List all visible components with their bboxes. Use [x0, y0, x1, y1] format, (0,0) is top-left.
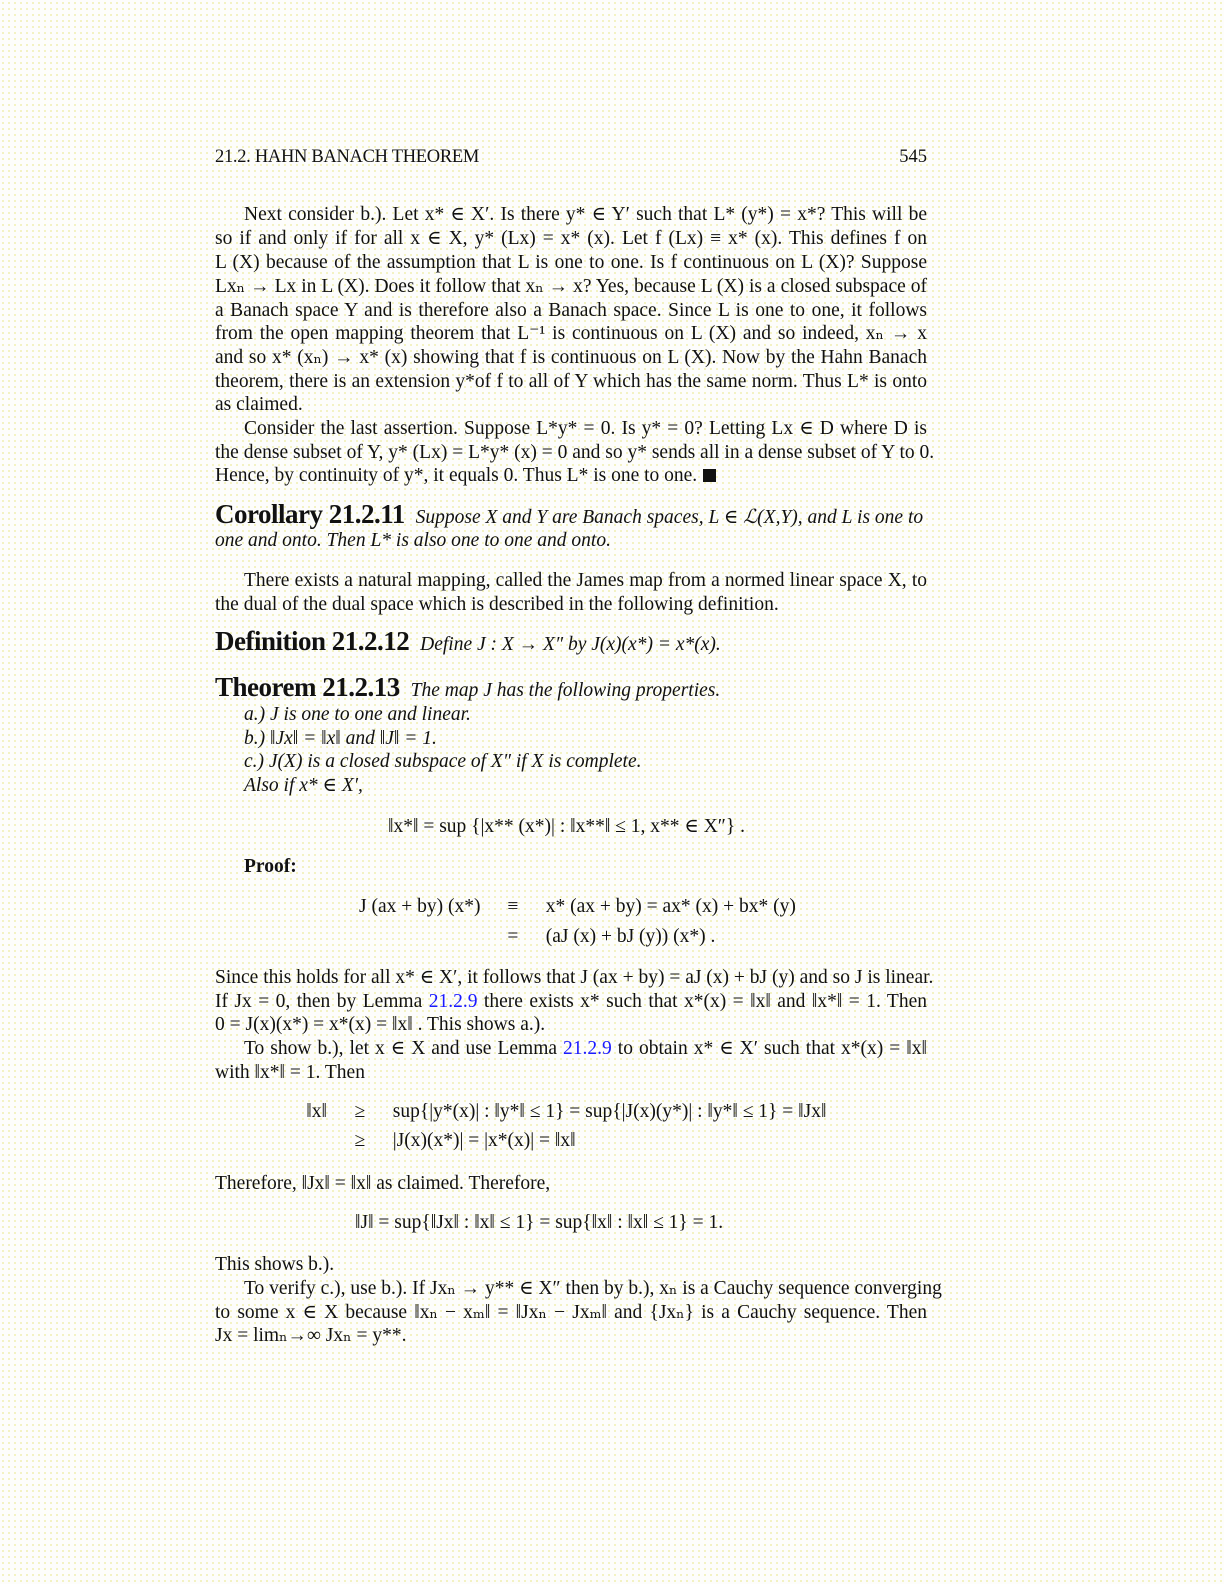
- eq-relation: ≥: [354, 1130, 366, 1151]
- theorem: [215, 672, 927, 703]
- text-line: L (X) because of the assumption that L is one to one. Is f continuous on L (X)? Suppose: [215, 252, 927, 273]
- theorem-label: Theorem 21.2.13: [215, 672, 400, 702]
- text-line: Lxₙ → Lx in L (X). Does it follow that xₙ → x? Yes, because L (X) is a closed subspace of: [215, 276, 927, 297]
- eq-rhs: (aJ (x) + bJ (y)) (x*) .: [545, 926, 716, 947]
- eq-relation: ≡: [507, 896, 519, 917]
- proof-label: Proof:: [244, 856, 297, 877]
- text-line: [215, 464, 927, 488]
- eq-lhs: J (ax + by) (x*): [359, 896, 481, 917]
- theorem-item: Also if x* ∈ X′,: [244, 775, 363, 796]
- text-line: the dual of the dual space which is described in the following definition.: [215, 594, 779, 615]
- theorem-item: b.) ‖Jx‖ = ‖x‖ and ‖J‖ = 1.: [244, 728, 437, 749]
- eq-rhs: x* (ax + by) = ax* (x) + bx* (y): [545, 896, 796, 917]
- text-line: There exists a natural mapping, called the James map from a normed linear space X, to: [244, 570, 927, 591]
- text-line: so if and only if for all x ∈ X, y* (Lx) = x* (x). Let f (Lx) ≡ x* (x). This defines f on: [215, 228, 927, 249]
- definition-label: Definition 21.2.12: [215, 626, 410, 656]
- text-span: If Jx = 0, then by Lemma: [215, 991, 429, 1012]
- text-span: Since this holds for all x* ∈ X′, it follows that J (ax + by) = aJ (x) + bJ (y) and so J is linear.: [215, 967, 934, 988]
- eq-relation: ≥: [354, 1101, 366, 1122]
- text-span: there exists x* such that x*(x) = ‖x‖ and ‖x*‖ = 1. Then: [477, 991, 928, 1012]
- corollary-text: one and onto. Then L* is also one to one and onto.: [215, 530, 611, 551]
- text-line: and so x* (xₙ) → x* (x) showing that f is continuous on L (X). Now by the Hahn Banach: [215, 347, 927, 368]
- eq-relation: =: [507, 926, 519, 947]
- text-line: to some x ∈ X because ‖xₙ − xₘ‖ = ‖Jxₙ − Jxₘ‖ and {Jxₙ} is a Cauchy sequence. Then: [215, 1302, 927, 1323]
- text-line: [215, 1061, 927, 1085]
- text-line: a Banach space Y and is therefore also a Banach space. Since L is one to one, it follows: [215, 300, 927, 321]
- theorem-item: a.) J is one to one and linear.: [244, 704, 471, 725]
- text-line: from the open mapping theorem that L⁻¹ is continuous on L (X) and so indeed, xₙ → x: [215, 323, 927, 344]
- corollary: [215, 499, 927, 530]
- corollary-label: Corollary 21.2.11: [215, 499, 405, 529]
- text-line: [215, 966, 934, 990]
- text-span: To show b.), let x ∈ X and use Lemma: [244, 1038, 564, 1059]
- eq-rhs: sup{|y*(x)| : ‖y*‖ ≤ 1} = sup{|J(x)(y*)| : ‖y*‖ ≤ 1} = ‖Jx‖: [392, 1101, 827, 1122]
- definition-text: Define J : X → X″ by J(x)(x*) = x*(x).: [420, 634, 721, 655]
- text-line: [215, 1037, 927, 1061]
- eq-rhs: |J(x)(x*)| = |x*(x)| = ‖x‖: [392, 1130, 576, 1151]
- text-line: This shows b.).: [215, 1254, 335, 1275]
- text-span: with ‖x*‖ = 1. Then: [215, 1062, 365, 1083]
- theorem-text: The map J has the following properties.: [410, 680, 721, 701]
- lemma-link[interactable]: 21.2.9: [563, 1038, 612, 1059]
- qed-square-icon: [703, 469, 716, 482]
- theorem-item: c.) J(X) is a closed subspace of X″ if X is complete.: [244, 751, 642, 772]
- text-line: theorem, there is an extension y*of f to all of Y which has the same norm. Thus L* is onto: [215, 371, 927, 392]
- equation-row: [287, 1101, 826, 1123]
- text-line: Next consider b.). Let x* ∈ X′. Is there y* ∈ Y′ such that L* (y*) = x*? This will be: [244, 204, 927, 225]
- lemma-link[interactable]: 21.2.9: [428, 991, 478, 1012]
- text-line: as claimed.: [215, 394, 303, 415]
- eq-lhs: ‖x‖: [306, 1101, 327, 1122]
- text-line: [215, 990, 927, 1014]
- equation-row: [359, 896, 796, 918]
- text-span: 0 = J(x)(x*) = x*(x) = ‖x‖ . This shows a.).: [215, 1014, 546, 1035]
- equation-row: [287, 1130, 576, 1152]
- text-line: Therefore, ‖Jx‖ = ‖x‖ as claimed. Therefore,: [215, 1173, 551, 1194]
- display-equation: ‖x*‖ = sup {|x** (x*)| : ‖x**‖ ≤ 1, x** ∈ X″} .: [388, 816, 746, 837]
- section-title: 21.2. HAHN BANACH THEOREM: [215, 147, 480, 167]
- definition: [215, 626, 927, 657]
- equation-row: [359, 926, 715, 948]
- corollary-text: Suppose X and Y are Banach spaces, L ∈ ℒ(X,Y), and L is one to: [415, 507, 924, 528]
- text-line: the dense subset of Y, y* (Lx) = L*y* (x) = 0 and so y* sends all in a dense subset of Y to 0.: [215, 442, 935, 463]
- display-equation: ‖J‖ = sup{‖Jx‖ : ‖x‖ ≤ 1} = sup{‖x‖ : ‖x‖ ≤ 1} = 1.: [355, 1212, 724, 1233]
- text-span: Hence, by continuity of y*, it equals 0. Thus L* is one to one.: [215, 465, 698, 486]
- page-number: 545: [899, 147, 927, 167]
- running-header: [215, 147, 927, 168]
- text-line: [215, 1013, 927, 1037]
- text-line: Jx = limₙ→∞ Jxₙ = y**.: [215, 1325, 407, 1346]
- text-span: to obtain x* ∈ X′ such that x*(x) = ‖x‖: [611, 1038, 927, 1059]
- text-line: To verify c.), use b.). If Jxₙ → y** ∈ X″ then by b.), xₙ is a Cauchy sequence converging: [244, 1278, 942, 1299]
- text-line: Consider the last assertion. Suppose L*y* = 0. Is y* = 0? Letting Lx ∈ D where D is: [244, 418, 927, 439]
